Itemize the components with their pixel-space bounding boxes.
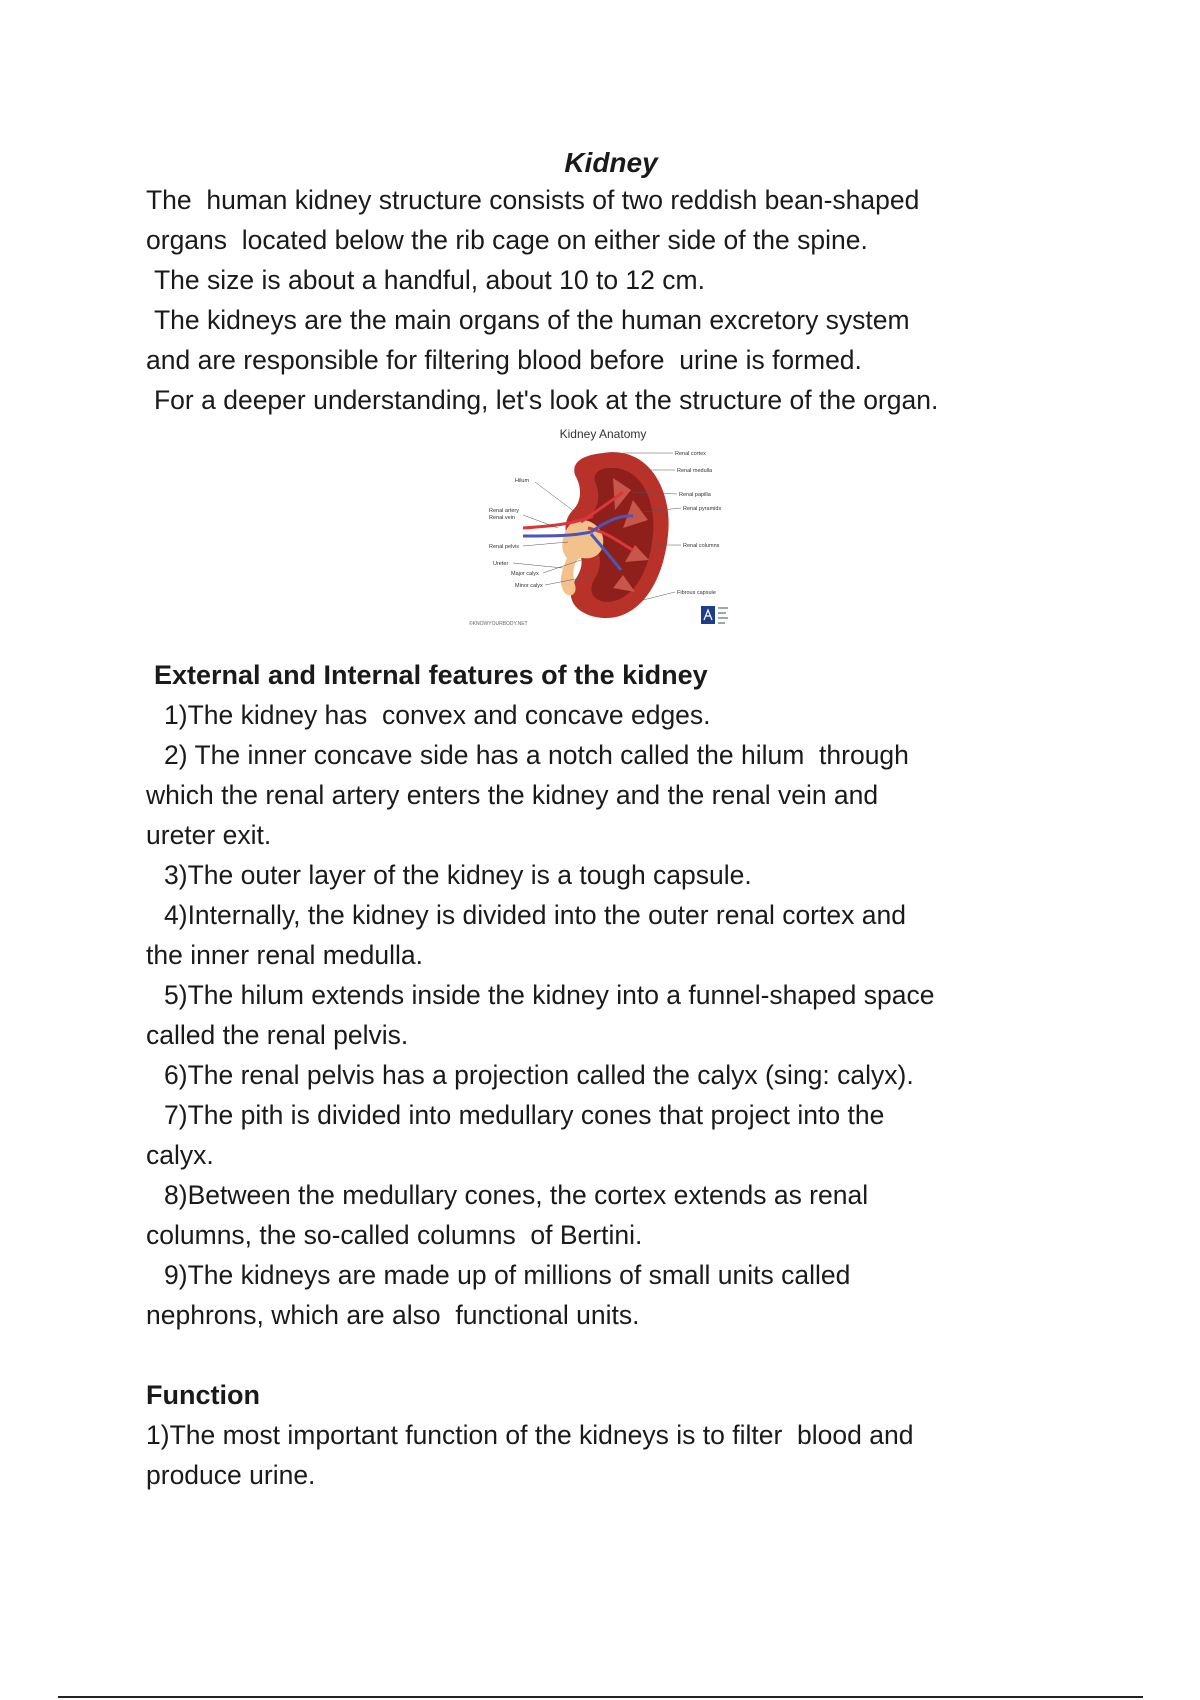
label-hilum: Hilum — [515, 478, 530, 484]
label-fibrous-capsule: Fibrous capsule — [677, 590, 716, 596]
feature-line: 9)The kidneys are made up of millions of small units called — [164, 1260, 851, 1290]
section-heading: External and Internal features of the kidney — [154, 660, 708, 690]
kidney-anatomy-figure — [463, 420, 743, 645]
feature-line: calyx. — [146, 1140, 214, 1170]
label-renal-medulla: Renal medulla — [677, 468, 713, 474]
label-renal-cortex: Renal cortex — [675, 451, 706, 457]
feature-item — [146, 1175, 1076, 1255]
label-renal-pyramids: Renal pyramids — [683, 506, 722, 512]
label-major-calyx: Major calyx — [511, 571, 539, 577]
feature-line: 7)The pith is divided into medullary cones that project into the — [164, 1100, 885, 1130]
figure-caption: Kidney Anatomy — [559, 427, 647, 441]
section-heading: Function — [146, 1380, 260, 1410]
label-renal-pelvis: Renal pelvis — [489, 544, 519, 550]
feature-item — [146, 1055, 1076, 1095]
feature-line: 1)The kidney has convex and concave edges. — [164, 700, 711, 730]
label-renal-vein: Renal vein — [489, 515, 515, 521]
feature-item — [146, 855, 1076, 895]
intro-paragraph — [146, 180, 1076, 420]
figure-credit: ©KNOWYOURBODY.NET — [469, 621, 528, 627]
feature-line: 8)Between the medullary cones, the cortex extends as renal — [164, 1180, 869, 1210]
feature-item — [146, 735, 1076, 855]
intro-line: The size is about a handful, about 10 to 12 cm. — [154, 265, 705, 295]
feature-line: 6)The renal pelvis has a projection called the calyx (sing: calyx). — [164, 1060, 914, 1090]
document-page — [146, 140, 1076, 1495]
label-minor-calyx: Minor calyx — [515, 583, 543, 589]
label-renal-papilla: Renal papilla — [679, 492, 711, 498]
features-section — [146, 655, 1076, 1335]
feature-line: nephrons, which are also functional units. — [146, 1300, 640, 1330]
intro-line: The kidneys are the main organs of the human excretory system — [154, 305, 910, 335]
feature-item — [146, 975, 1076, 1055]
feature-item — [146, 895, 1076, 975]
intro-line: The human kidney structure consists of two reddish bean-shaped — [146, 185, 920, 215]
logo-text-icon — [718, 607, 728, 624]
label-renal-columns: Renal columns — [683, 543, 720, 549]
intro-line: and are responsible for filtering blood before urine is formed. — [146, 345, 862, 375]
label-ureter: Ureter — [493, 561, 509, 567]
feature-line: ureter exit. — [146, 820, 272, 850]
function-line: 1)The most important function of the kidneys is to filter blood and — [146, 1420, 914, 1450]
page-title: Kidney — [564, 147, 658, 178]
feature-line: called the renal pelvis. — [146, 1020, 409, 1050]
feature-item — [146, 1095, 1076, 1175]
intro-line: organs located below the rib cage on either side of the spine. — [146, 225, 868, 255]
feature-item — [146, 1255, 1076, 1335]
feature-line: which the renal artery enters the kidney and the renal vein and — [146, 780, 879, 810]
feature-line: the inner renal medulla. — [146, 940, 423, 970]
feature-line: 2) The inner concave side has a notch called the hilum through — [164, 740, 909, 770]
feature-line: 3)The outer layer of the kidney is a tough capsule. — [164, 860, 752, 890]
feature-line: 5)The hilum extends inside the kidney into a funnel-shaped space — [164, 980, 935, 1010]
label-renal-artery: Renal artery — [489, 508, 519, 514]
function-line: produce urine. — [146, 1460, 316, 1490]
feature-item — [146, 695, 1076, 735]
intro-line: For a deeper understanding, let's look at the structure of the organ. — [154, 385, 939, 415]
kidney-anatomy-diagram — [463, 420, 743, 645]
feature-line: columns, the so-called columns of Bertini. — [146, 1220, 643, 1250]
function-item — [146, 1415, 1076, 1495]
feature-line: 4)Internally, the kidney is divided into the outer renal cortex and — [164, 900, 906, 930]
function-section — [146, 1375, 1076, 1495]
page-bottom-rule — [58, 1696, 1143, 1698]
